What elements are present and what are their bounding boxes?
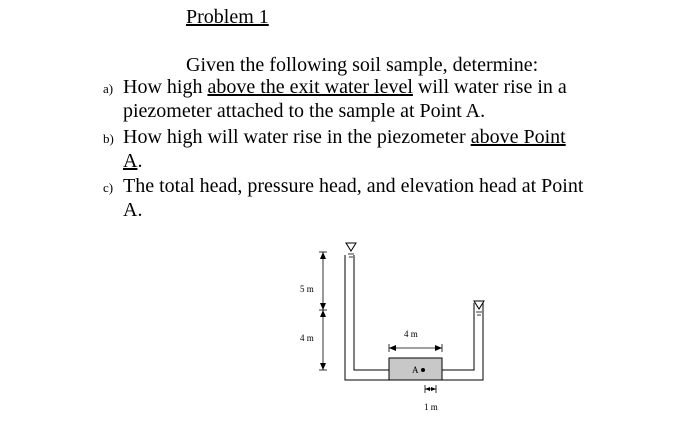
question-b-period: . [137, 150, 143, 172]
arrow-4m-bottom [320, 363, 326, 370]
label-point-a: A [412, 365, 419, 375]
label-1m: 1 m [424, 402, 438, 412]
left-water-level-icon [346, 243, 356, 251]
question-c-line-2: A. [123, 199, 143, 221]
question-b-underlined: above Point [470, 126, 566, 148]
question-a-line-2: piezometer attached to the sample at Point A. [123, 100, 486, 122]
question-c-line-1: The total head, pressure head, and elevation head at Point [123, 175, 584, 197]
question-b-marker: b) [103, 131, 114, 146]
problem-intro: Given the following soil sample, determine: [186, 54, 539, 76]
question-b-underlined-2: A [123, 150, 138, 172]
label-4m-top: 4 m [404, 329, 418, 339]
label-4m-left: 4 m [300, 333, 314, 343]
question-a-marker: a) [103, 81, 114, 96]
arrow-5m-top [320, 252, 326, 259]
question-a-text-end: will water rise in a [412, 76, 567, 98]
question-a-text-start: How high [123, 76, 208, 98]
question-c-marker: c) [103, 180, 114, 195]
problem-title: Problem 1 [186, 6, 269, 28]
question-a-underlined: above the exit water level [207, 76, 413, 98]
arrow-4m-top [320, 310, 326, 317]
arrow-5m-bottom [320, 303, 326, 310]
question-b-text-start: How high will water rise in the piezometer [123, 126, 471, 148]
label-5m: 5 m [300, 284, 314, 294]
left-tube-inner [354, 255, 474, 370]
point-a-dot [421, 368, 425, 372]
